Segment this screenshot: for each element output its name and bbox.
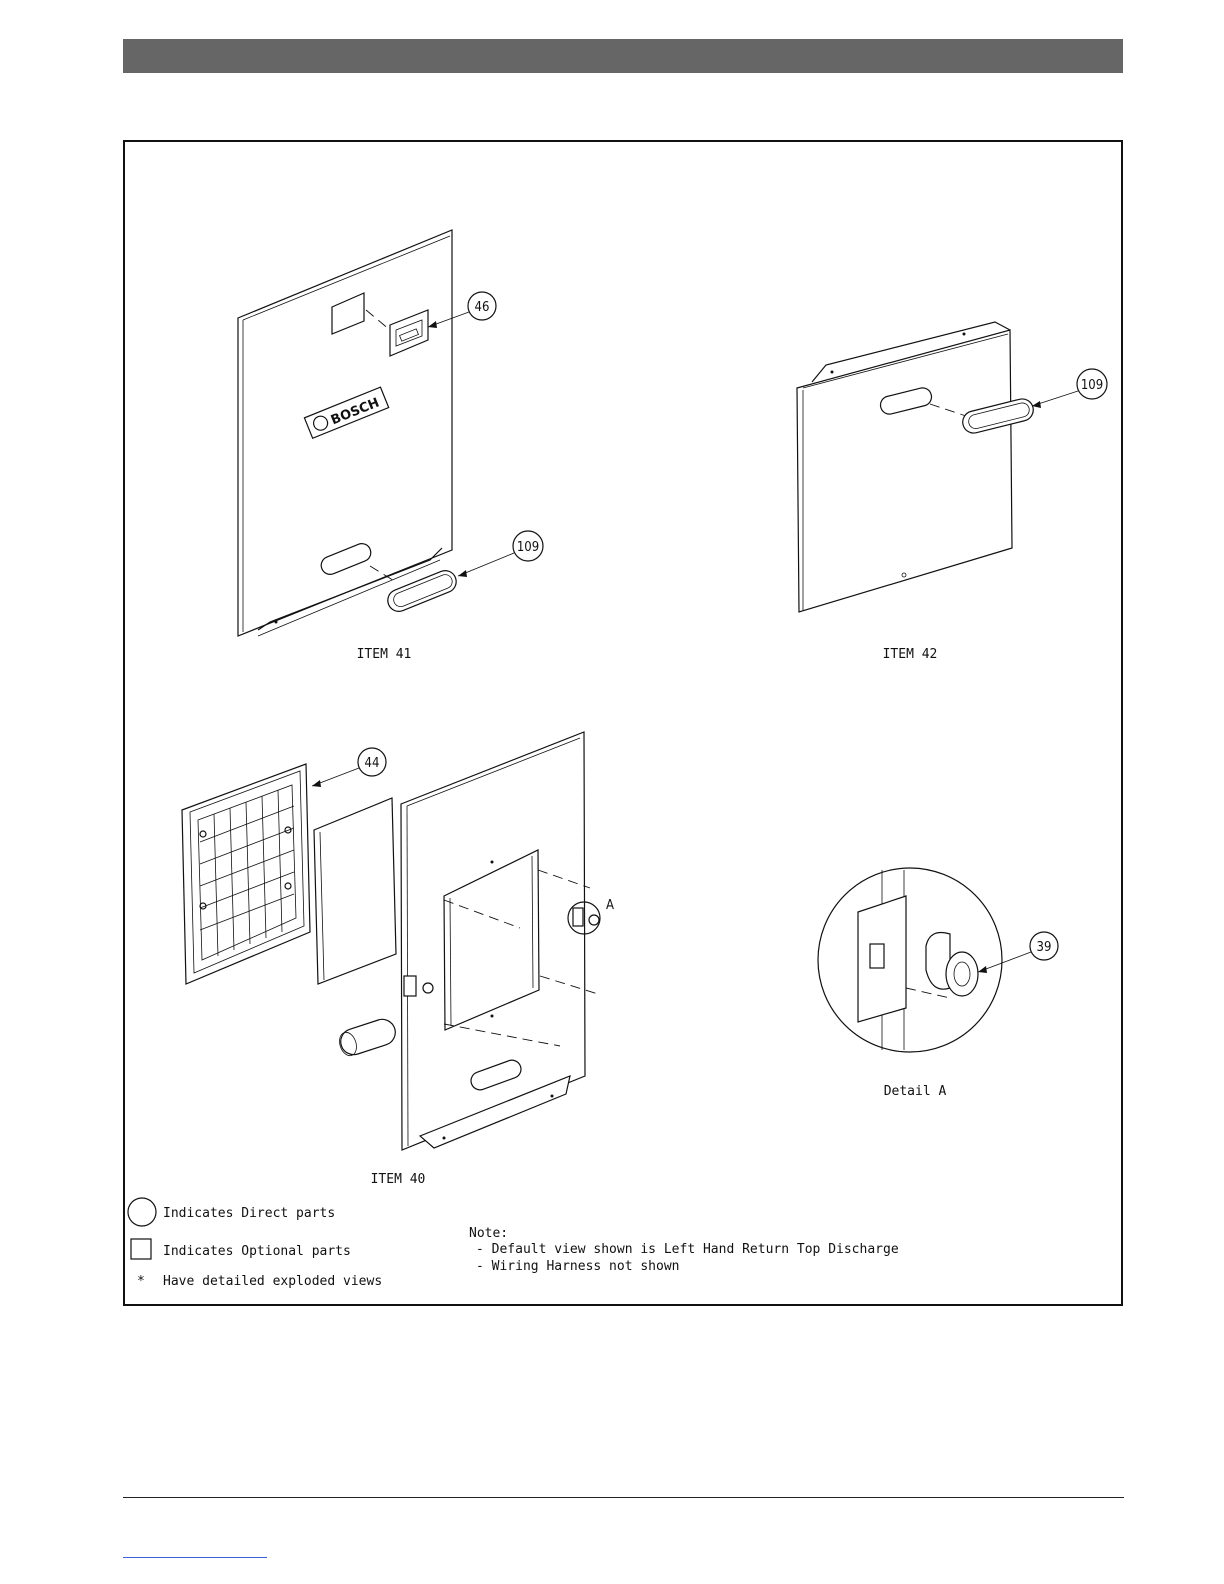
item-40-label: ITEM 40	[370, 1172, 426, 1187]
notes	[469, 1226, 899, 1274]
legend-exploded: Have detailed exploded views	[163, 1274, 383, 1289]
direct-parts-circle-icon	[128, 1198, 156, 1226]
optional-parts-square-icon	[131, 1239, 151, 1259]
note-line-1: - Default view shown is Left Hand Return Top Discharge	[476, 1242, 899, 1257]
callout-39	[978, 932, 1058, 973]
note-line-2: - Wiring Harness not shown	[476, 1259, 680, 1274]
item-40-door-panel	[401, 732, 600, 1150]
detail-a-label: Detail A	[883, 1084, 947, 1099]
handle-cylinder	[337, 1016, 399, 1058]
svg-text:46: 46	[474, 300, 490, 315]
callout-109-lower	[458, 531, 543, 577]
brand-text: BOSCH	[328, 395, 382, 429]
svg-text:44: 44	[364, 756, 380, 771]
item-41-panel	[238, 230, 459, 636]
footer-rule	[123, 1497, 1124, 1498]
footer-link-underline[interactable]	[123, 1557, 267, 1558]
clip-part-39	[926, 933, 978, 997]
filter-media	[314, 798, 396, 984]
legend-asterisk: *	[137, 1274, 145, 1289]
detail-a-view	[818, 868, 1002, 1052]
note-title: Note:	[469, 1226, 509, 1241]
detail-a-marker: A	[606, 898, 614, 913]
svg-text:39: 39	[1036, 940, 1052, 955]
item-41-label: ITEM 41	[356, 647, 412, 662]
svg-text:109: 109	[1080, 378, 1104, 393]
svg-text:109: 109	[516, 540, 540, 555]
legend	[128, 1198, 382, 1289]
item-42-panel	[797, 322, 1036, 612]
handle-part-109-lower	[385, 567, 460, 614]
legend-direct: Indicates Direct parts	[163, 1206, 336, 1221]
legend-optional: Indicates Optional parts	[163, 1244, 351, 1259]
item-42-label: ITEM 42	[882, 647, 938, 662]
callout-109-upper	[1032, 369, 1107, 408]
callout-44	[312, 748, 386, 787]
filter-grille-part-44	[182, 764, 310, 984]
